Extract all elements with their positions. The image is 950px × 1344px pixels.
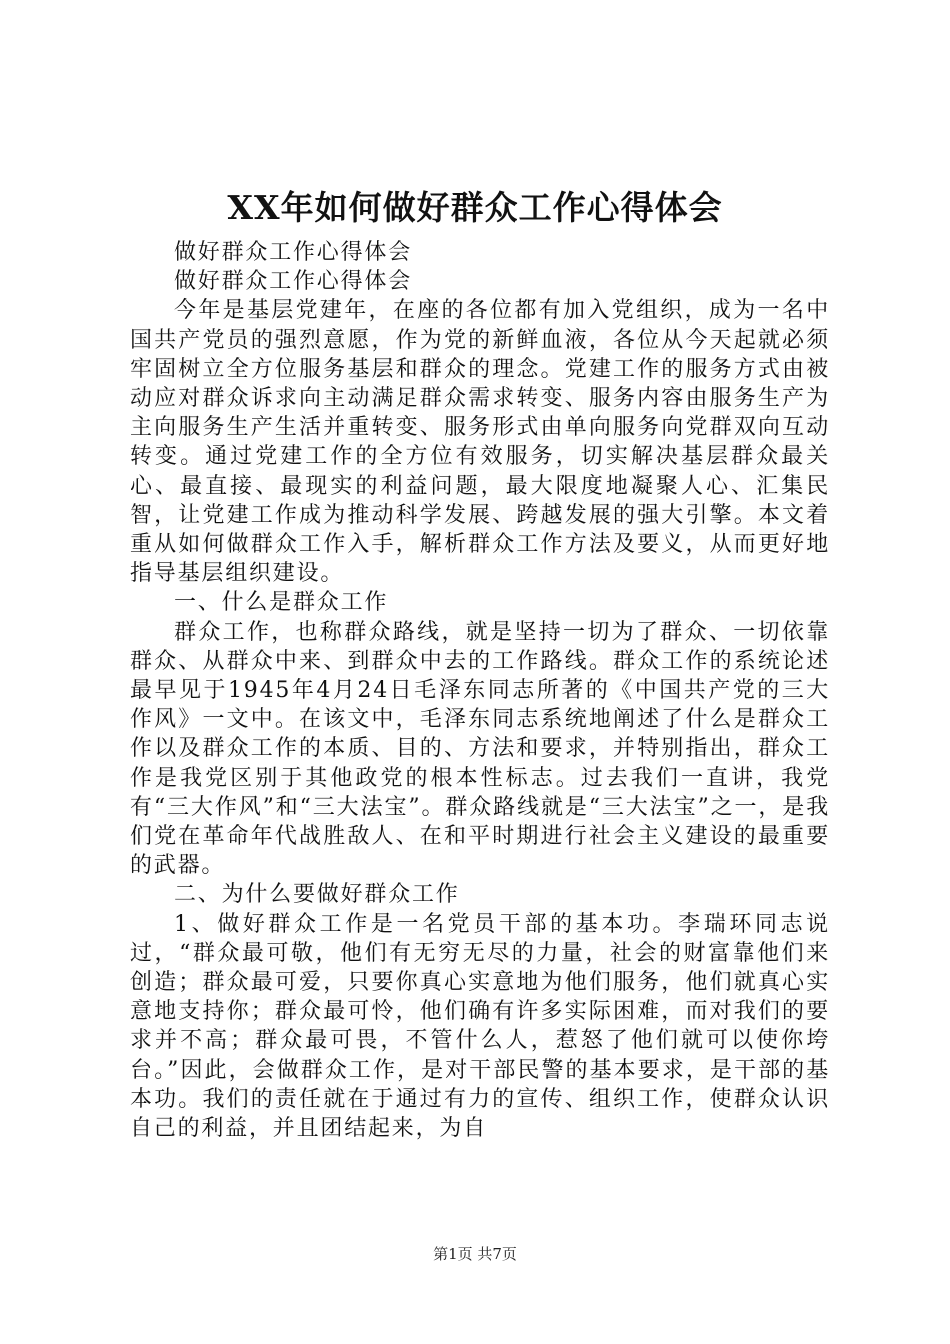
document-body [130, 238, 830, 1143]
page-number-footer: 第1页 共7页 [433, 1245, 517, 1263]
section-heading: 一、什么是群众工作 [174, 590, 389, 616]
body-paragraph: 群众工作，也称群众路线，就是坚持一切为了群众、一切依靠群众、从群众中来、到群众中去的工作路线。群众工作的系统论述最早见于1945年4月24日毛泽东同志所著的《中国共产党的三大作风》一文中。在该文中，毛泽东同志系统地阐述了什么是群众工作以及群众工作的本质、目的、方法和要求，并特别指出，群众工作是我党区别于其他政党的根本性标志。过去我们一直讲，我党有“三大作风”和“三大法宝”。群众路线就是“三大法宝”之一，是我们党在革命年代战胜敌人、在和平时期进行社会主义建设的最重要的武器。 [130, 619, 830, 879]
subtitle-line: 做好群众工作心得体会 [174, 240, 413, 265]
subtitle-line: 做好群众工作心得体会 [174, 269, 413, 295]
body-paragraph: 今年是基层党建年，在座的各位都有加入党组织，成为一名中国共产党员的强烈意愿，作为党的新鲜血液，各位从今天起就必须牢固树立全方位服务基层和群众的理念。党建工作的服务方式由被动应对群众诉求向主动满足群众需求转变、服务内容由服务生产为主向服务生产生活并重转变、服务形式由单向服务向党群双向互动转变。通过党建工作的全方位有效服务，切实解决基层群众最关心、最直接、最现实的利益问题，最大限度地凝聚人心、汇集民智，让党建工作成为推动科学发展、跨越发展的强大引擎。本文着重从如何做群众工作入手，解析群众工作方法及要义，从而更好地指导基层组织建设。 [130, 298, 830, 587]
document-title: XX年如何做好群众工作心得体会 [227, 188, 723, 227]
section-heading: 二、为什么要做好群众工作 [174, 882, 460, 908]
body-paragraph: 1、做好群众工作是一名党员干部的基本功。李瑞环同志说过，“群众最可敬，他们有无穷无尽的力量，社会的财富靠他们来创造；群众最可爱，只要你真心实意地为他们服务，他们就真心实意地支持你；群众最可怜，他们确有许多实际困难，而对我们的要求并不高；群众最可畏，不管什么人，惹怒了他们就可以使你垮台。”因此，会做群众工作，是对干部民警的基本要求，是干部的基本功。我们的责任就在于通过有力的宣传、组织工作，使群众认识自己的利益，并且团结起来，为自 [130, 911, 830, 1142]
